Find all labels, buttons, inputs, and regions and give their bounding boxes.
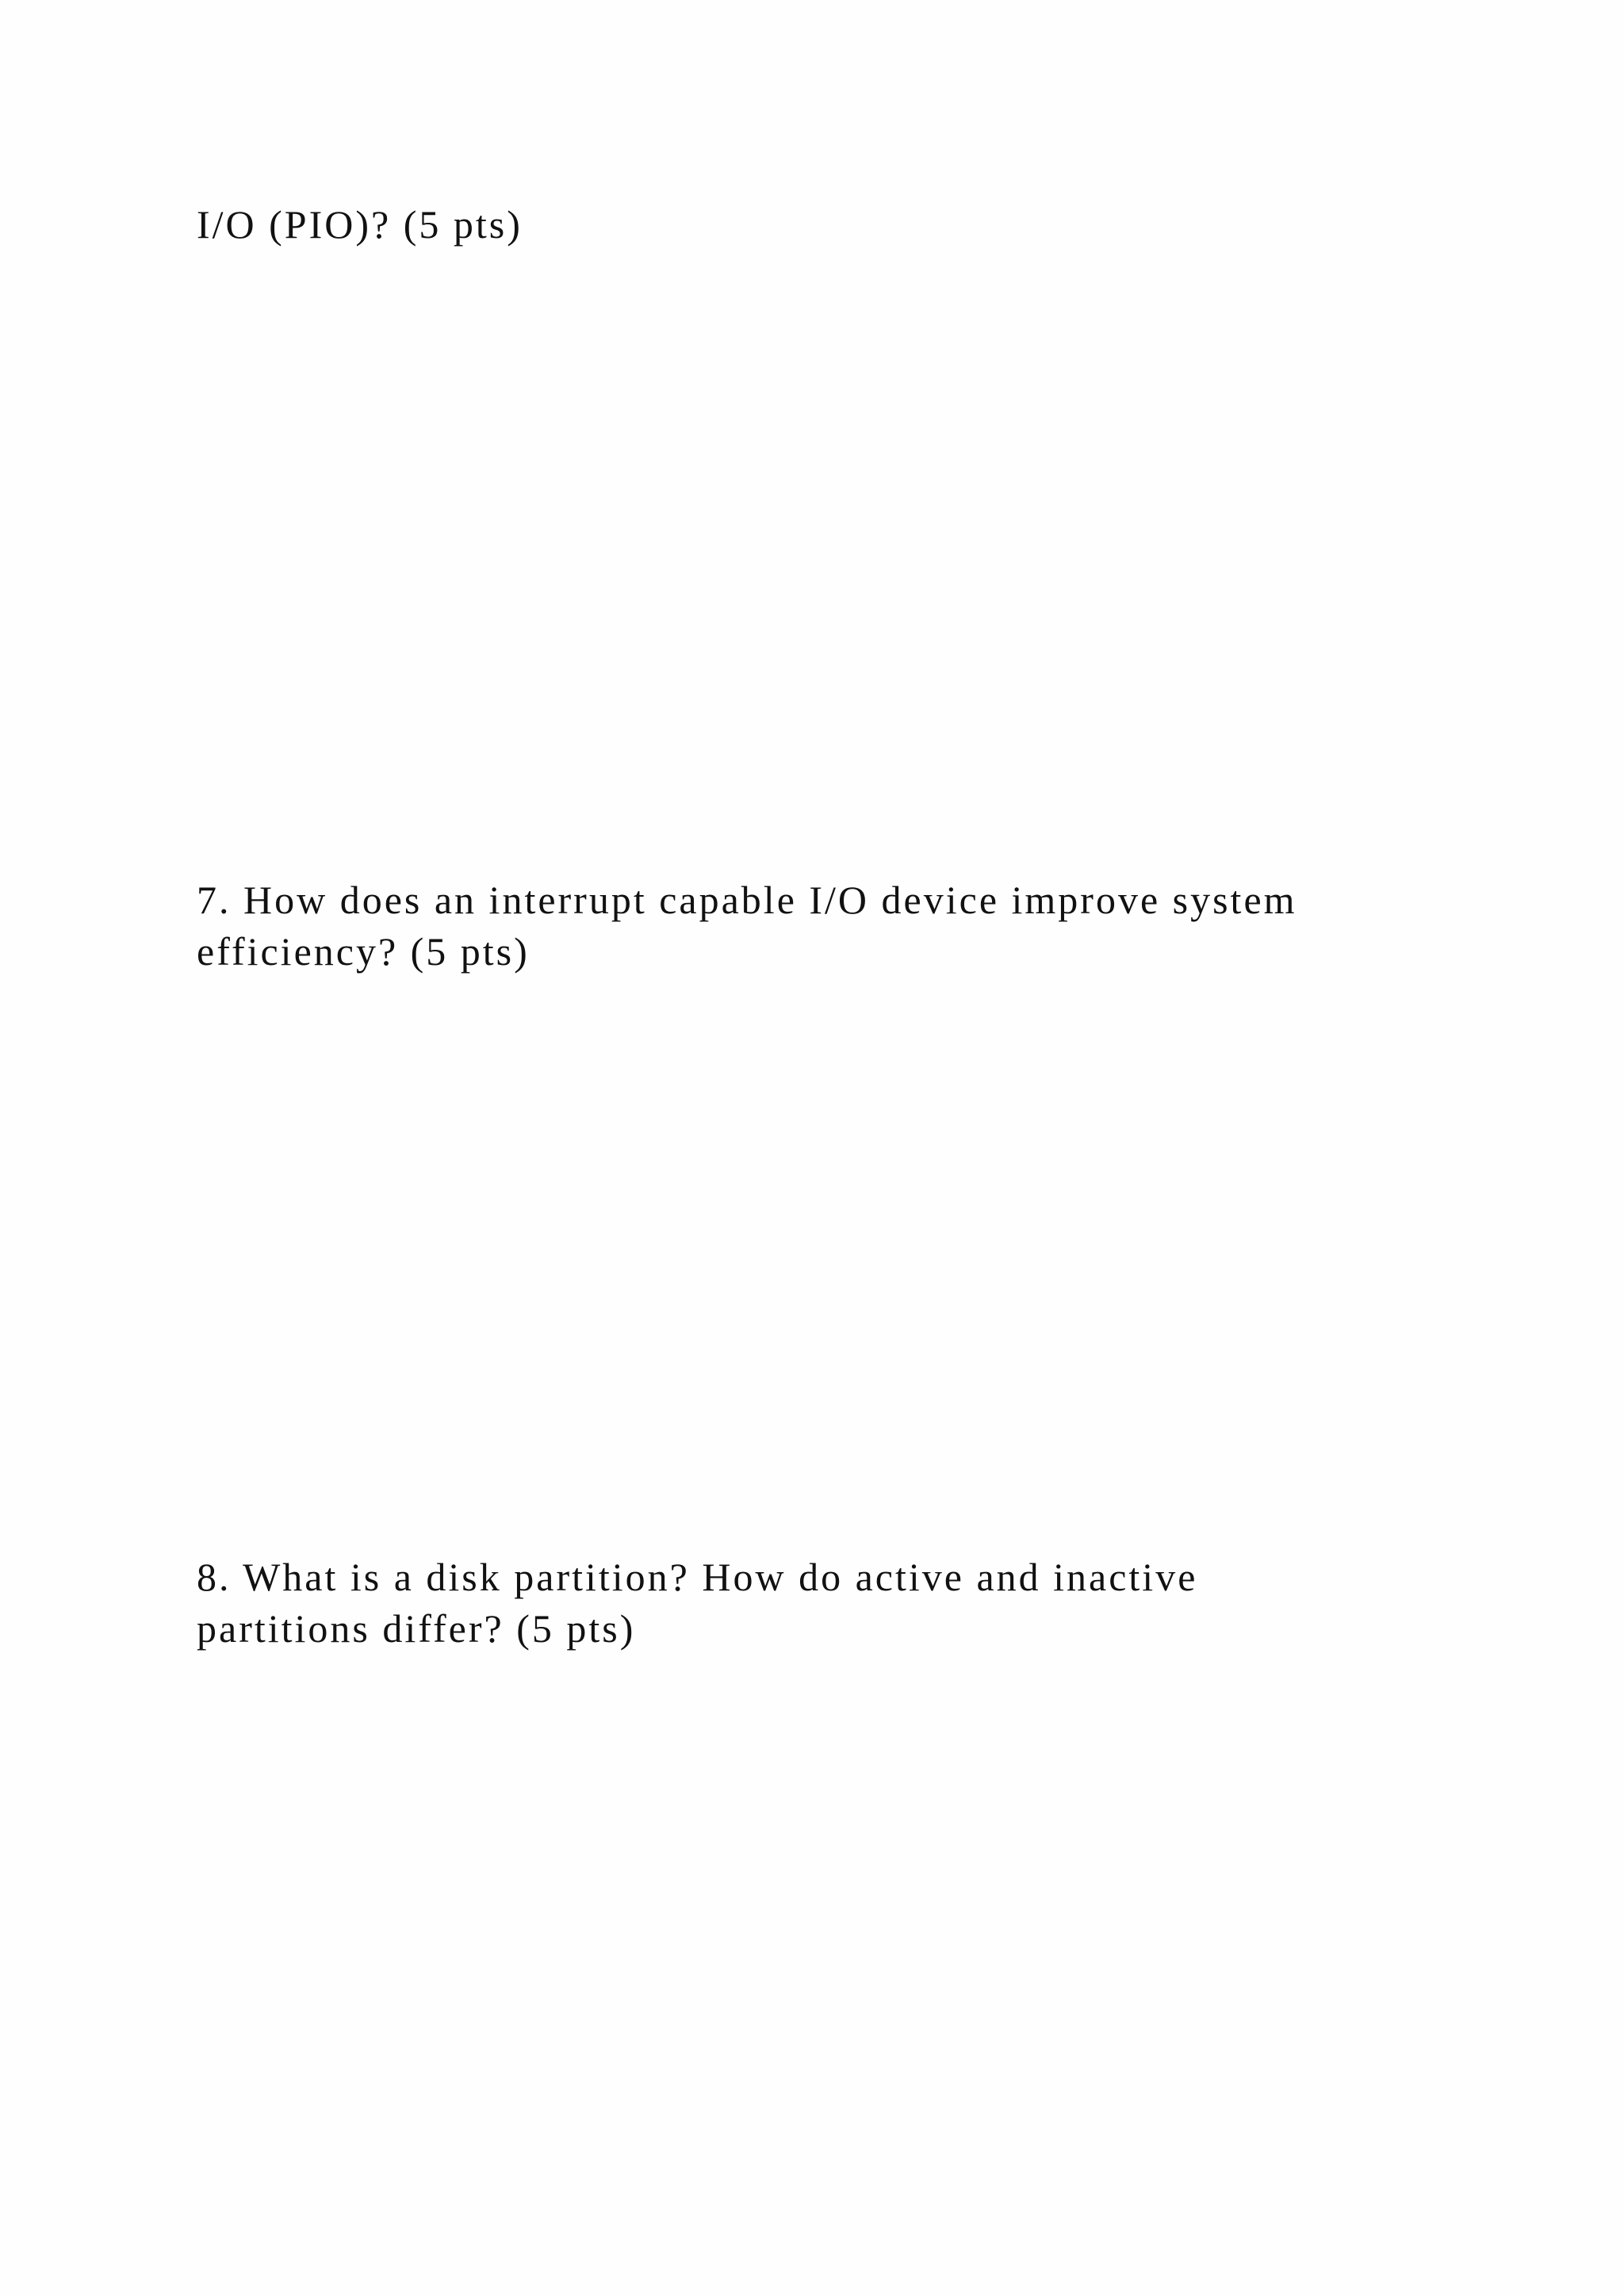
question-8-line-2: partitions differ? (5 pts)	[197, 1606, 636, 1651]
question-6-continuation: I/O (PIO)? (5 pts)	[197, 202, 523, 247]
question-7-line-2: efficiency? (5 pts)	[197, 929, 530, 974]
question-7-line-1: 7. How does an interrupt capable I/O device improve system	[197, 878, 1297, 922]
question-8-line-1: 8. What is a disk partition? How do active and inactive	[197, 1555, 1198, 1599]
